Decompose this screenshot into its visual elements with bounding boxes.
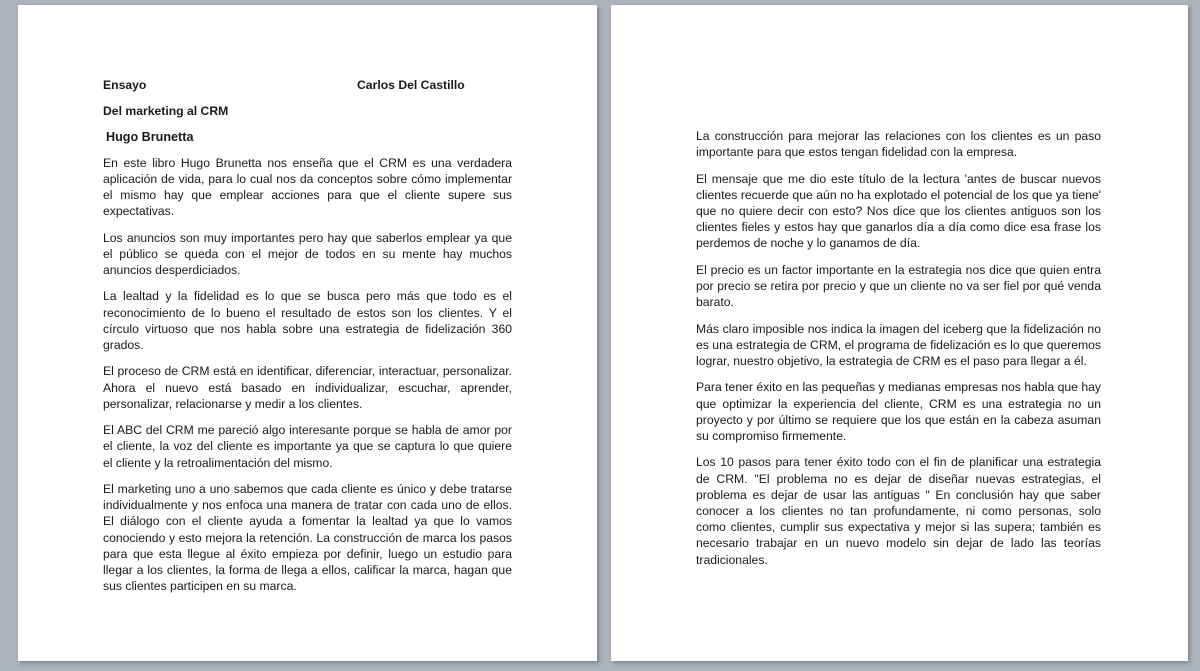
paragraph: En este libro Hugo Brunetta nos enseña que el CRM es una verdadera aplicación de vida, para lo cual nos da conceptos sobre cómo implementar el mismo hay que emplear acciones para que el cliente supere sus expectativas. — [103, 155, 512, 219]
essay-title: Del marketing al CRM — [103, 104, 229, 119]
paragraph: El precio es un factor importante en la estrategia nos dice que quien entra por precio se retira por precio y que un cliente no va ser fiel por qué venda barato. — [696, 262, 1101, 310]
paragraph: Los anuncios son muy importantes pero hay que saberlos emplear ya que el público se queda con el mejor de todos en su mente hay muchos anuncios desperdiciados. — [103, 230, 512, 278]
paragraph: El ABC del CRM me pareció algo interesante porque se habla de amor por el cliente, la voz del cliente es importante ya que se captura lo que quiere el cliente y la retroalimentación del mismo. — [103, 423, 512, 470]
essay-label: Ensayo — [103, 78, 147, 92]
book-author: Hugo Brunetta — [106, 130, 194, 145]
paragraph: El mensaje que me dio este título de la lectura 'antes de buscar nuevos clientes recuerde que aún no ha explotado el potencial de los que ya tiene' que no quiere decir con esto? Nos dice que los clientes antiguos son los clientes fieles y estos hay que ganarlos día a día como dice esa frase los perdemos de noche y lo ganamos de día. — [696, 171, 1101, 251]
document-page-1 — [18, 5, 597, 661]
paragraph: Los 10 pasos para tener éxito todo con el fin de planificar una estrategia de CRM. "El problema no es dejar de diseñar nuevas estrategias, el problema es dejar de usar las antiguas " En conclusión hay que saber conocer a los clientes no tan profundamente, ni como personas, solo como clientes, cumplir sus expectativa y mejor si las supera; también es necesario trabajar en un nuevo modelo sin dejar de lado las teorías tradicionales. — [696, 455, 1101, 567]
student-name: Carlos Del Castillo — [357, 78, 465, 92]
paragraph: La lealtad y la fidelidad es lo que se busca pero más que todo es el reconocimiento de lo bueno el resultado de estos son los clientes. Y el círculo virtuoso que nos habla sobre una estrategia de fidelización 360 grados. — [103, 289, 512, 353]
document-page-2 — [611, 5, 1188, 661]
essay-header — [103, 77, 512, 93]
paragraph: Más claro imposible nos indica la imagen del iceberg que la fidelización no es una estrategia de CRM, el programa de fidelización es lo que queremos lograr, nuestro objetivo, la estrategia de CRM es el paso para llegar a él. — [696, 321, 1101, 368]
paragraph: El proceso de CRM está en identificar, diferenciar, interactuar, personalizar. Ahora el nuevo está basado en individualizar, escuchar, aprender, personalizar, relacionarse y medir a los clientes. — [103, 364, 512, 411]
paragraph: El marketing uno a uno sabemos que cada cliente es único y debe tratarse individualmente y nos enfoca una manera de tratar con cada uno de ellos. El diálogo con el cliente ayuda a fomentar la lealtad ya que lo vamos conociendo y esto mejora la retención. La construcción de marca los pasos para que esta llegue al éxito empieza por definir, luego un estudio para llegar a los clientes, la forma de llega a ellos, calificar la marca, hagan que sus clientes participen en su marca. — [103, 482, 512, 594]
paragraph: La construcción para mejorar las relaciones con los clientes es un paso importante para que estos tengan fidelidad con la empresa. — [696, 129, 1101, 160]
paragraph: Para tener éxito en las pequeñas y medianas empresas nos habla que hay que optimizar la experiencia del cliente, CRM es una estrategia no un proyecto y por último se requiere que los que están en la cabeza asuman su compromiso firmemente. — [696, 380, 1101, 443]
